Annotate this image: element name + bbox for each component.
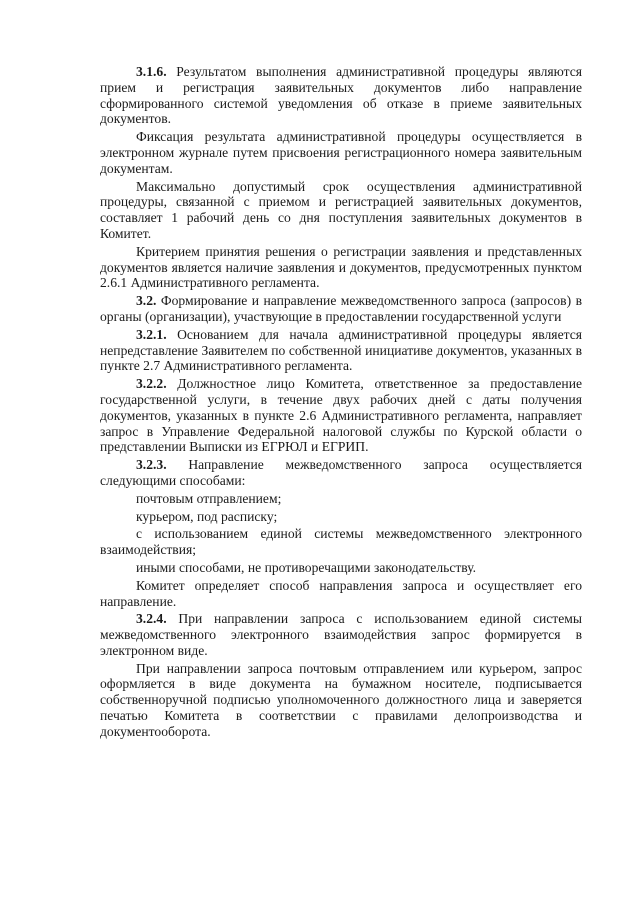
paragraph-3-2-3 bbox=[100, 457, 582, 489]
list-item bbox=[100, 509, 582, 525]
paragraph-text: Формирование и направление межведомственного запроса (запросов) в органы (организации), участвующие в предоставлении государственной услуги bbox=[100, 293, 582, 324]
paragraph-text: Фиксация результата административной процедуры осуществляется в электронном журнале путем присвоения регистрационного номера заявительным документам. bbox=[100, 129, 582, 176]
paragraph-text: Максимально допустимый срок осуществления административной процедуры, связанной с приемом и регистрацией заявительных документов, составляет 1 рабочий день со дня поступления заявительных документов в Комитет. bbox=[100, 178, 582, 241]
paragraph-fixation bbox=[100, 129, 582, 176]
paragraph-text: При направлении запроса почтовым отправлением или курьером, запрос оформляется в виде документа на бумажном носителе, подписывается собственноручной подписью уполномоченного должностного лица и заверяется печатью Комитета в соответствии с правилами делопроизводства и документооборота. bbox=[100, 660, 582, 739]
method-text: с использованием единой системы межведомственного электронного взаимодействия; bbox=[100, 526, 582, 558]
paragraph-criterion bbox=[100, 244, 582, 291]
paragraph-3-2 bbox=[100, 293, 582, 325]
paragraph-postal-request bbox=[100, 661, 582, 740]
list-item bbox=[100, 560, 582, 576]
paragraph-3-2-2 bbox=[100, 376, 582, 455]
paragraph-text: Направление межведомственного запроса осуществляется следующими способами: bbox=[100, 457, 582, 488]
clause-number: 3.2.1. bbox=[136, 326, 167, 342]
paragraph-method-choice bbox=[100, 578, 582, 610]
paragraph-text: Должностное лицо Комитета, ответственное за предоставление государственной услуги, в течение двух рабочих дней с даты получения документов, указанных в пункте 2.6 Административного регламента, направляет запрос в Управление Федеральной налоговой службы по Курской области о представлении Выписки из ЕГРЮЛ и ЕГРИП. bbox=[100, 376, 582, 455]
clause-number: 3.1.6. bbox=[136, 64, 167, 79]
paragraph-3-1-6 bbox=[100, 64, 582, 127]
method-text: иными способами, не противоречащими законодательству. bbox=[136, 559, 477, 575]
paragraph-text: Результатом выполнения административной процедуры являются прием и регистрация заявительных документов либо направление сформированного системой уведомления об отказе в приеме заявительных документов. bbox=[100, 64, 582, 127]
paragraph-text: Критерием принятия решения о регистрации заявления и представленных документов является наличие заявления и документов, предусмотренных пунктом 2.6.1 Административного регламента. bbox=[100, 243, 582, 291]
paragraph-3-2-1 bbox=[100, 327, 582, 374]
paragraph-text: При направлении запроса с использованием единой системы межведомственного электронного взаимодействия запрос формируется в электронном виде. bbox=[100, 611, 582, 658]
method-text: почтовым отправлением; bbox=[136, 490, 282, 506]
paragraph-3-2-4 bbox=[100, 611, 582, 658]
paragraph-max-term bbox=[100, 179, 582, 242]
clause-number: 3.2.4. bbox=[136, 611, 167, 627]
clause-number: 3.2.2. bbox=[136, 376, 167, 392]
paragraph-text: Основанием для начала административной процедуры является непредставление Заявителем по собственной инициативе документов, указанных в пункте 2.7 Административного регламента. bbox=[100, 326, 582, 374]
method-text: курьером, под расписку; bbox=[136, 508, 278, 524]
clause-number: 3.2.3. bbox=[136, 457, 167, 473]
clause-number: 3.2. bbox=[136, 293, 157, 309]
paragraph-text: Комитет определяет способ направления запроса и осуществляет его направление. bbox=[100, 577, 582, 609]
list-item bbox=[100, 526, 582, 558]
list-item bbox=[100, 491, 582, 507]
